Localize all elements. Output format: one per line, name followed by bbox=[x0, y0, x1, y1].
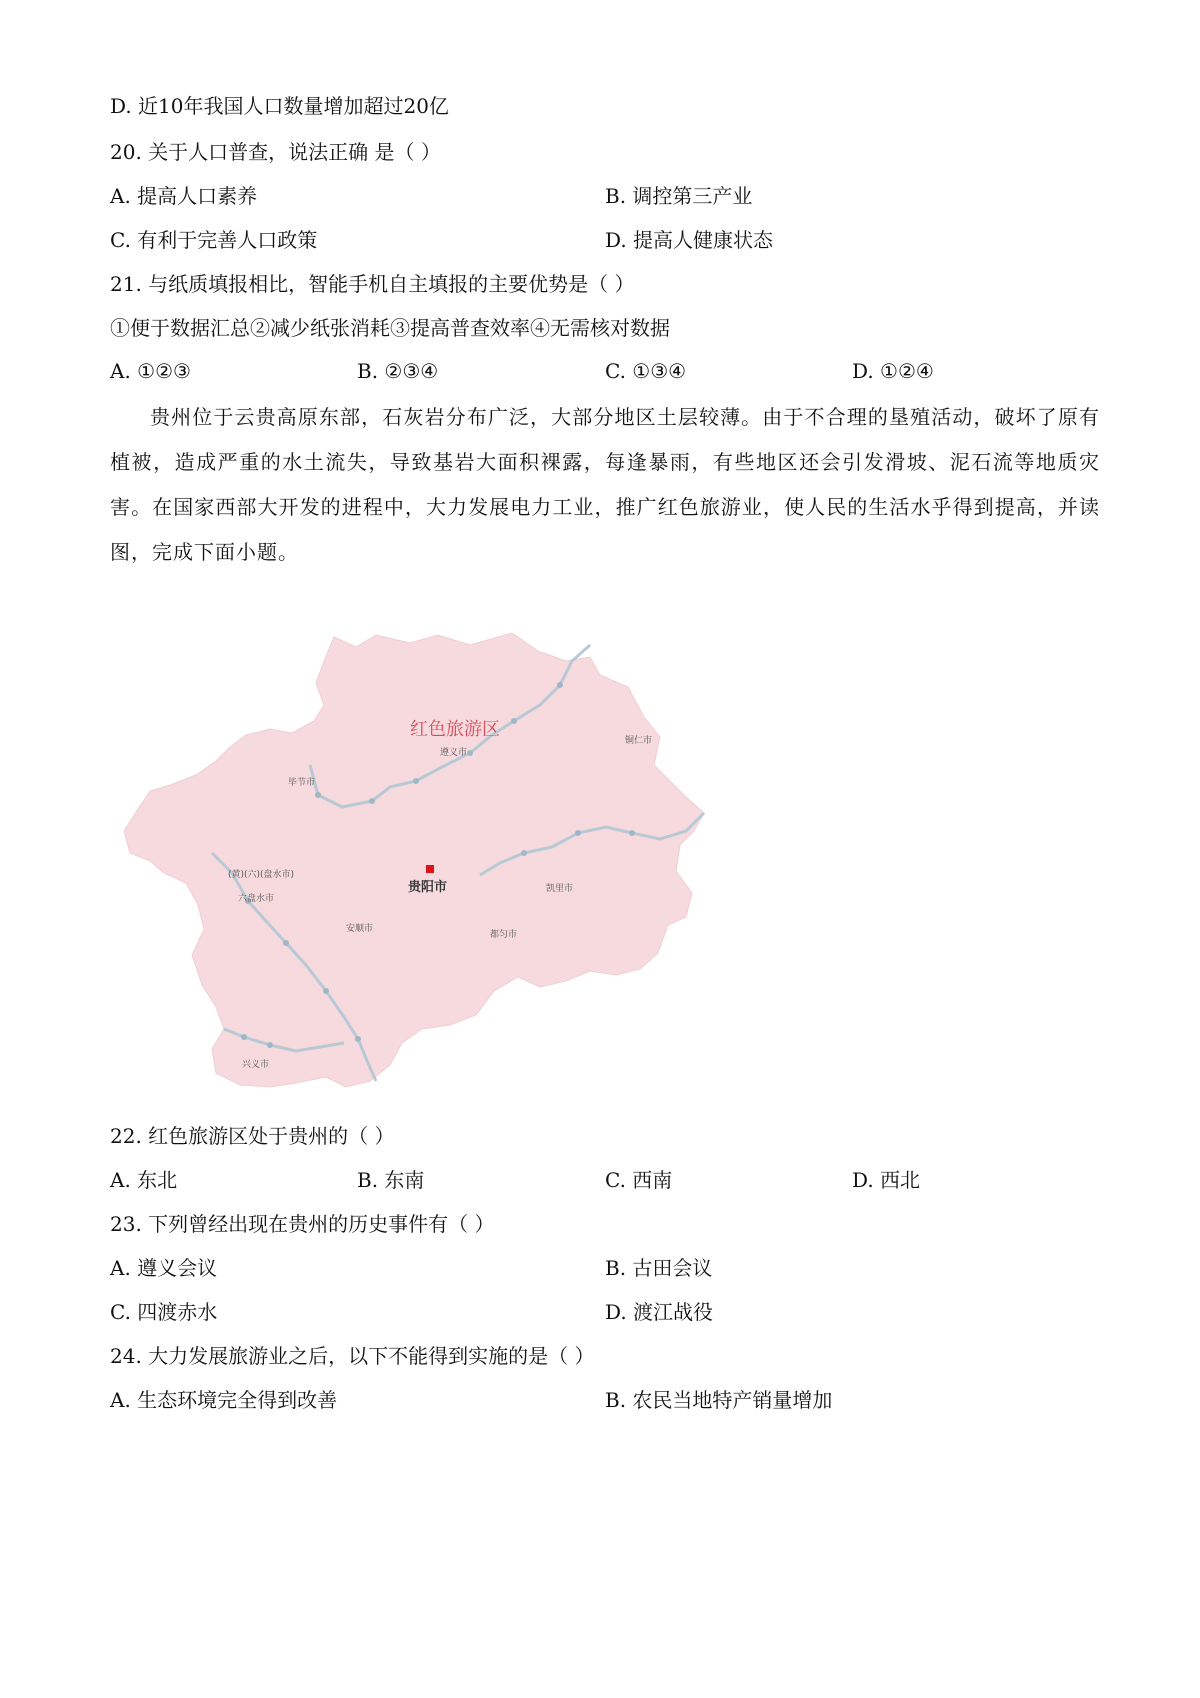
map-label-zunyi: 遵义市 bbox=[440, 748, 468, 758]
q20-option-b: B. 调控第三产业 bbox=[605, 184, 753, 208]
guizhou-land bbox=[124, 633, 704, 1087]
q22-option-d: D. 西北 bbox=[852, 1168, 921, 1192]
q22-option-a: A. 东北 bbox=[110, 1168, 178, 1192]
q21-option-d: D. ①②④ bbox=[852, 359, 934, 383]
reading-passage: 贵州位于云贵高原东部，石灰岩分布广泛，大部分地区土层较薄。由于不合理的垦殖活动，破坏了原有植被，造成严重的水土流失，导致基岩大面积裸露，每逢暴雨，有些地区还会引发滑坡、泥石流等地质灾害。在国家西部大开发的进程中，大力发展电力工业，推广红色旅游业，使人民的生活水乎得到提高，并读图，完成下面小题。 bbox=[110, 405, 1100, 564]
map-label-bijie: 毕节市 bbox=[288, 778, 316, 788]
q20-option-d: D. 提高人健康状态 bbox=[605, 228, 774, 252]
q23-stem: 23. 下列曾经出现在贵州的历史事件有（ ） bbox=[110, 1212, 495, 1236]
q24-option-b: B. 农民当地特产销量增加 bbox=[605, 1388, 833, 1412]
map-label-tongren: 铜仁市 bbox=[625, 736, 653, 746]
q19-option-d: D. 近10年我国人口数量增加超过20亿 bbox=[110, 94, 449, 118]
q20-stem: 20. 关于人口普查，说法正确 是（ ） bbox=[110, 140, 441, 164]
q24-stem: 24. 大力发展旅游业之后，以下不能得到实施的是（ ） bbox=[110, 1344, 595, 1368]
map-label-liupanshui-alt: (黄)(六)(盘水市) bbox=[228, 870, 295, 880]
q22-option-c: C. 西南 bbox=[605, 1168, 673, 1192]
q23-option-c: C. 四渡赤水 bbox=[110, 1300, 218, 1324]
q21-option-c: C. ①③④ bbox=[605, 359, 687, 383]
q20-option-c: C. 有利于完善人口政策 bbox=[110, 228, 318, 252]
map-label-guiyang: 贵阳市 bbox=[408, 880, 448, 895]
map-label-xingyi: 兴义市 bbox=[242, 1060, 270, 1070]
q21-stem: 21. 与纸质填报相比，智能手机自主填报的主要优势是（ ） bbox=[110, 272, 635, 296]
q20-option-a: A. 提高人口素养 bbox=[110, 184, 258, 208]
q21-option-a: A. ①②③ bbox=[110, 359, 191, 383]
q22-option-b: B. 东南 bbox=[357, 1168, 425, 1192]
q21-option-b: B. ②③④ bbox=[357, 359, 439, 383]
map-label-red-tourism: 红色旅游区 bbox=[410, 719, 500, 740]
map-label-liupanshui: 六盘水市 bbox=[238, 894, 275, 904]
q22-stem: 22. 红色旅游区处于贵州的（ ） bbox=[110, 1124, 395, 1148]
q21-statements: ①便于数据汇总②减少纸张消耗③提高普查效率④无需核对数据 bbox=[110, 316, 670, 340]
q23-option-a: A. 遵义会议 bbox=[110, 1256, 218, 1280]
map-label-duyun: 都匀市 bbox=[490, 930, 518, 940]
map-label-kaili: 凯里市 bbox=[546, 884, 574, 894]
capital-marker-icon bbox=[426, 865, 434, 873]
q23-option-b: B. 古田会议 bbox=[605, 1256, 713, 1280]
guizhou-map bbox=[120, 625, 720, 1095]
q24-option-a: A. 生态环境完全得到改善 bbox=[110, 1388, 338, 1412]
q23-option-d: D. 渡江战役 bbox=[605, 1300, 714, 1324]
map-label-anshun: 安顺市 bbox=[346, 924, 374, 934]
